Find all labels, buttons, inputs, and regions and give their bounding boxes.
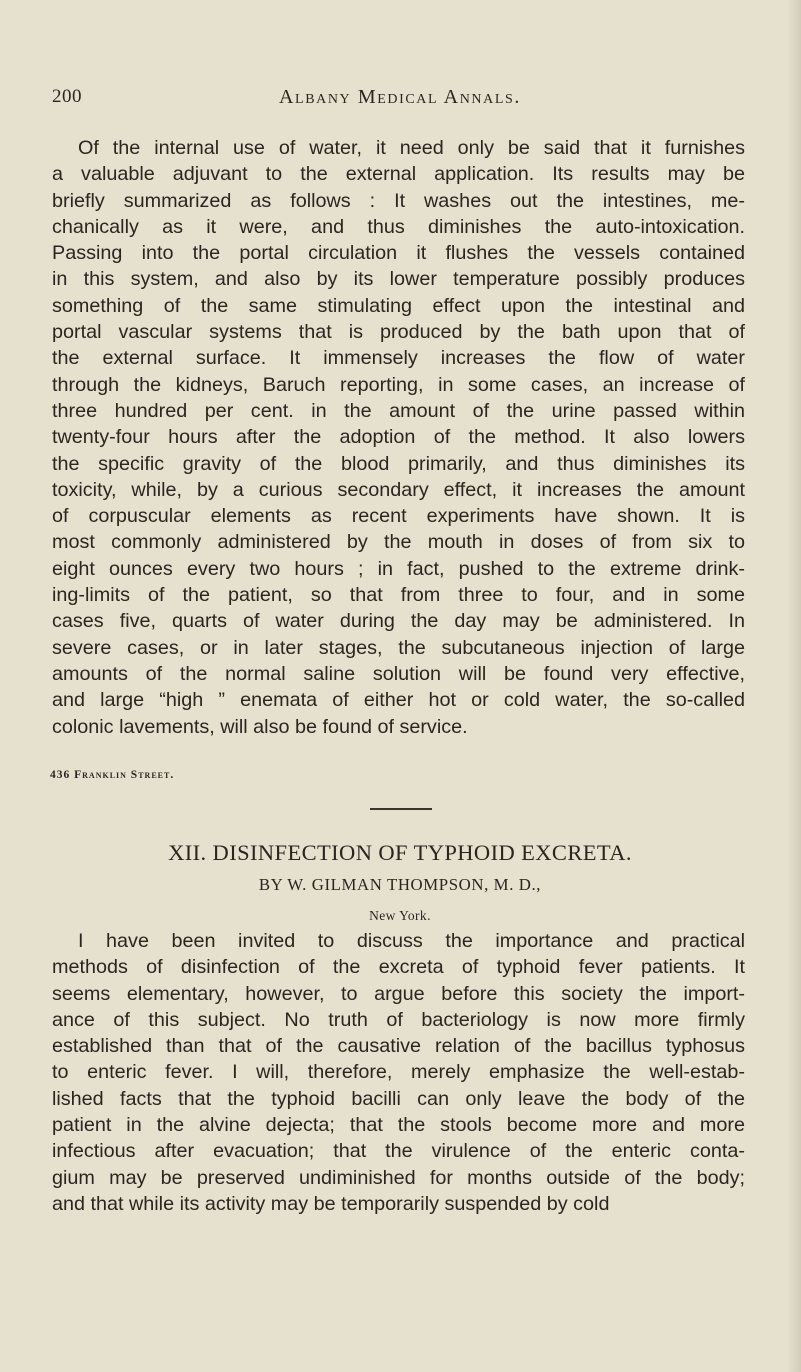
paragraph-water-use [52,135,745,740]
paragraph-disinfection-intro [52,928,745,1217]
text-line: the external surface. It immensely increases the flow of water [52,347,745,370]
text-line: twenty-four hours after the adoption of the method. It also lowers [52,426,745,449]
text-line: patient in the alvine dejecta; that the stools become more and more [52,1114,745,1137]
text-line: Of the internal use of water, it need only be said that it furnishes [78,137,745,159]
text-line: toxicity, while, by a curious secondary effect, it increases the amount [52,478,745,501]
text-line: established than that of the causative relation of the bacillus typhosus [52,1035,745,1058]
text-line: gium may be preserved undiminished for months outside of the body; [52,1166,745,1189]
text-line: amounts of the normal saline solution will be found very effective, [52,662,745,685]
journal-title: Albany Medical Annals. [279,86,521,108]
text-line: of corpuscular elements as recent experiments have shown. It is [52,505,745,528]
text-line: colonic lavements, will also be found of service. [52,715,468,738]
text-line: methods of disinfection of the excreta of typhoid fever patients. It [52,956,745,979]
text-line: I have been invited to discuss the importance and practical [78,930,745,952]
text-line: most commonly administered by the mouth in doses of from six to [52,531,745,554]
page-edge-shadow [787,0,801,1372]
article-title: XII. DISINFECTION OF TYPHOID EXCRETA. [168,840,632,865]
text-line: severe cases, or in later stages, the subcutaneous injection of large [52,636,745,659]
text-line: seems elementary, however, to argue before this society the import- [52,982,745,1005]
section-divider [370,808,432,810]
page-number: 200 [52,86,82,107]
text-line: Passing into the portal circulation it flushes the vessels contained [52,242,745,265]
text-line: and large “high ” enemata of either hot or cold water, the so-called [52,689,745,712]
text-line: briefly summarized as follows : It washes out the intestines, me- [52,189,745,212]
text-line: through the kidneys, Baruch reporting, in some cases, an increase of [52,373,745,396]
text-line: eight ounces every two hours ; in fact, pushed to the extreme drink- [52,557,745,580]
text-line: ance of this subject. No truth of bacteriology is now more firmly [52,1008,745,1031]
text-line: chanically as it were, and thus diminishes the auto-intoxication. [52,215,745,238]
text-line: a valuable adjuvant to the external application. Its results may be [52,163,745,186]
text-line: and that while its activity may be temporarily suspended by cold [52,1192,610,1215]
text-line: to enteric fever. I will, therefore, merely emphasize the well-estab- [52,1061,745,1084]
text-line: ing-limits of the patient, so that from three to four, and in some [52,584,745,607]
running-head [52,86,748,114]
text-line: in this system, and also by its lower temperature possibly produces [52,268,745,291]
text-line: the specific gravity of the blood primarily, and thus diminishes its [52,452,745,475]
text-line: lished facts that the typhoid bacilli can only leave the body of the [52,1087,745,1110]
text-line: cases five, quarts of water during the day may be administered. In [52,610,745,633]
text-line: portal vascular systems that is produced by the bath upon that of [52,321,745,344]
text-line: infectious after evacuation; that the virulence of the enteric conta- [52,1140,745,1163]
text-line: three hundred per cent. in the amount of the urine passed within [52,399,745,422]
article-location: New York. [369,908,431,923]
article-byline: BY W. GILMAN THOMPSON, M. D., [258,875,542,894]
text-line: something of the same stimulating effect upon the intestinal and [52,294,745,317]
author-address: 436 Franklin Street. [50,769,175,781]
